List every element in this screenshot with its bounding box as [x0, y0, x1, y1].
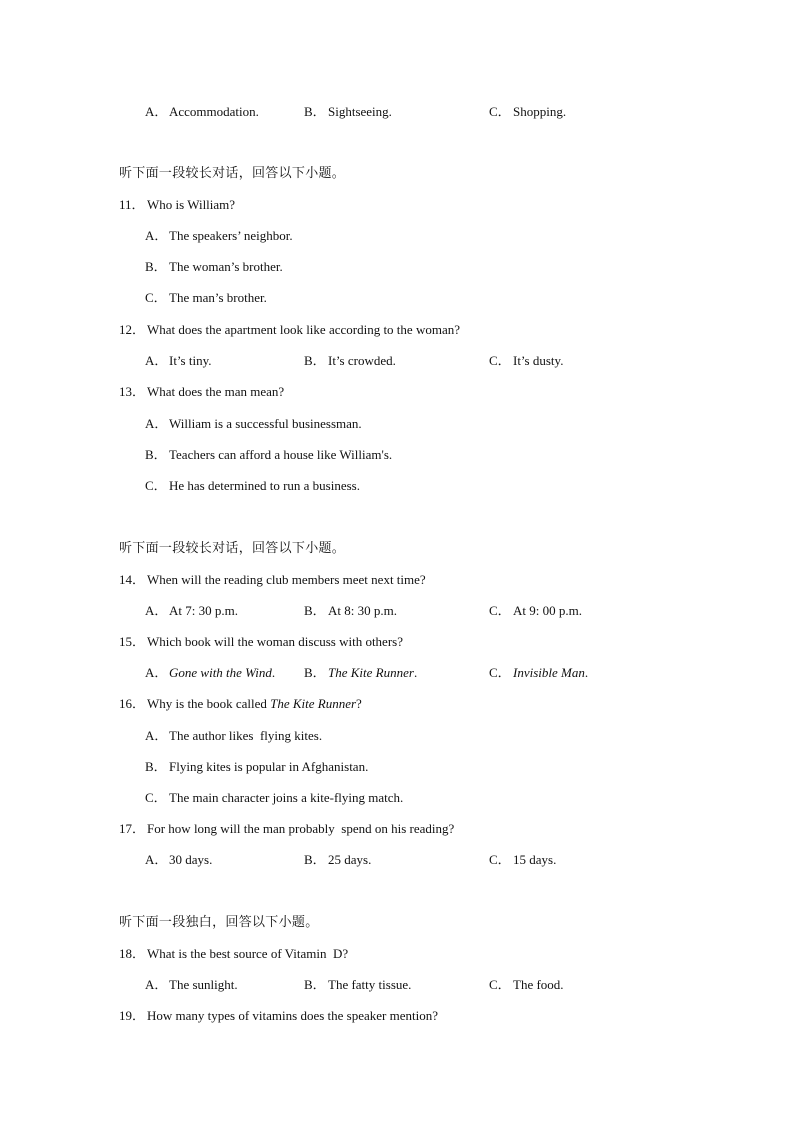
q15-option-c[interactable]: C． Invisible Man.: [489, 665, 589, 680]
question-17: 17． For how long will the man probably spend on his reading?: [119, 821, 455, 836]
q12-option-c[interactable]: C． It’s dusty.: [489, 353, 564, 368]
q15-option-b[interactable]: B． The Kite Runner.: [304, 665, 418, 680]
question-11: 11． Who is William?: [119, 197, 236, 212]
section-instruction: 听下面一段独白，回答以下小题。: [119, 915, 319, 930]
q16-option-b[interactable]: B． Flying kites is popular in Afghanistan.: [145, 759, 369, 774]
q14-option-c[interactable]: C． At 9: 00 p.m.: [489, 603, 582, 618]
question-19: 19． How many types of vitamins does the speaker mention?: [119, 1008, 438, 1023]
q13-option-b[interactable]: B． Teachers can afford a house like William's.: [145, 447, 393, 462]
q17-option-a[interactable]: A． 30 days.: [145, 852, 213, 867]
q12-option-a[interactable]: A． It’s tiny.: [145, 353, 212, 368]
q17-option-b[interactable]: B． 25 days.: [304, 852, 372, 867]
q18-option-c[interactable]: C． The food.: [489, 977, 564, 992]
question-18: 18． What is the best source of Vitamin D?: [119, 946, 349, 961]
q16-option-c[interactable]: C． The main character joins a kite-flying match.: [145, 790, 404, 805]
q10-option-b[interactable]: B． Sightseeing.: [304, 104, 392, 119]
q18-option-b[interactable]: B． The fatty tissue.: [304, 977, 412, 992]
q11-option-c[interactable]: C． The man’s brother.: [145, 290, 267, 305]
section-instruction: 听下面一段较长对话，回答以下小题。: [119, 541, 346, 556]
question-12: 12． What does the apartment look like according to the woman?: [119, 322, 460, 337]
question-14: 14． When will the reading club members meet next time?: [119, 572, 426, 587]
q10-option-c[interactable]: C． Shopping.: [489, 104, 567, 119]
q17-option-c[interactable]: C． 15 days.: [489, 852, 557, 867]
question-16: 16． Why is the book called The Kite Runner?: [119, 696, 362, 711]
q11-option-b[interactable]: B． The woman’s brother.: [145, 259, 283, 274]
q10-option-a[interactable]: A． Accommodation.: [145, 104, 259, 119]
question-15: 15． Which book will the woman discuss with others?: [119, 634, 403, 649]
question-13: 13． What does the man mean?: [119, 384, 285, 399]
q15-option-a[interactable]: A． Gone with the Wind.: [145, 665, 276, 680]
q12-option-b[interactable]: B． It’s crowded.: [304, 353, 396, 368]
q18-option-a[interactable]: A． The sunlight.: [145, 977, 238, 992]
q11-option-a[interactable]: A． The speakers’ neighbor.: [145, 228, 293, 243]
q13-option-a[interactable]: A． William is a successful businessman.: [145, 416, 362, 431]
q13-option-c[interactable]: C． He has determined to run a business.: [145, 478, 360, 493]
section-instruction: 听下面一段较长对话，回答以下小题。: [119, 166, 346, 181]
q14-option-a[interactable]: A． At 7: 30 p.m.: [145, 603, 238, 618]
q14-option-b[interactable]: B． At 8: 30 p.m.: [304, 603, 397, 618]
q16-option-a[interactable]: A． The author likes flying kites.: [145, 728, 323, 743]
